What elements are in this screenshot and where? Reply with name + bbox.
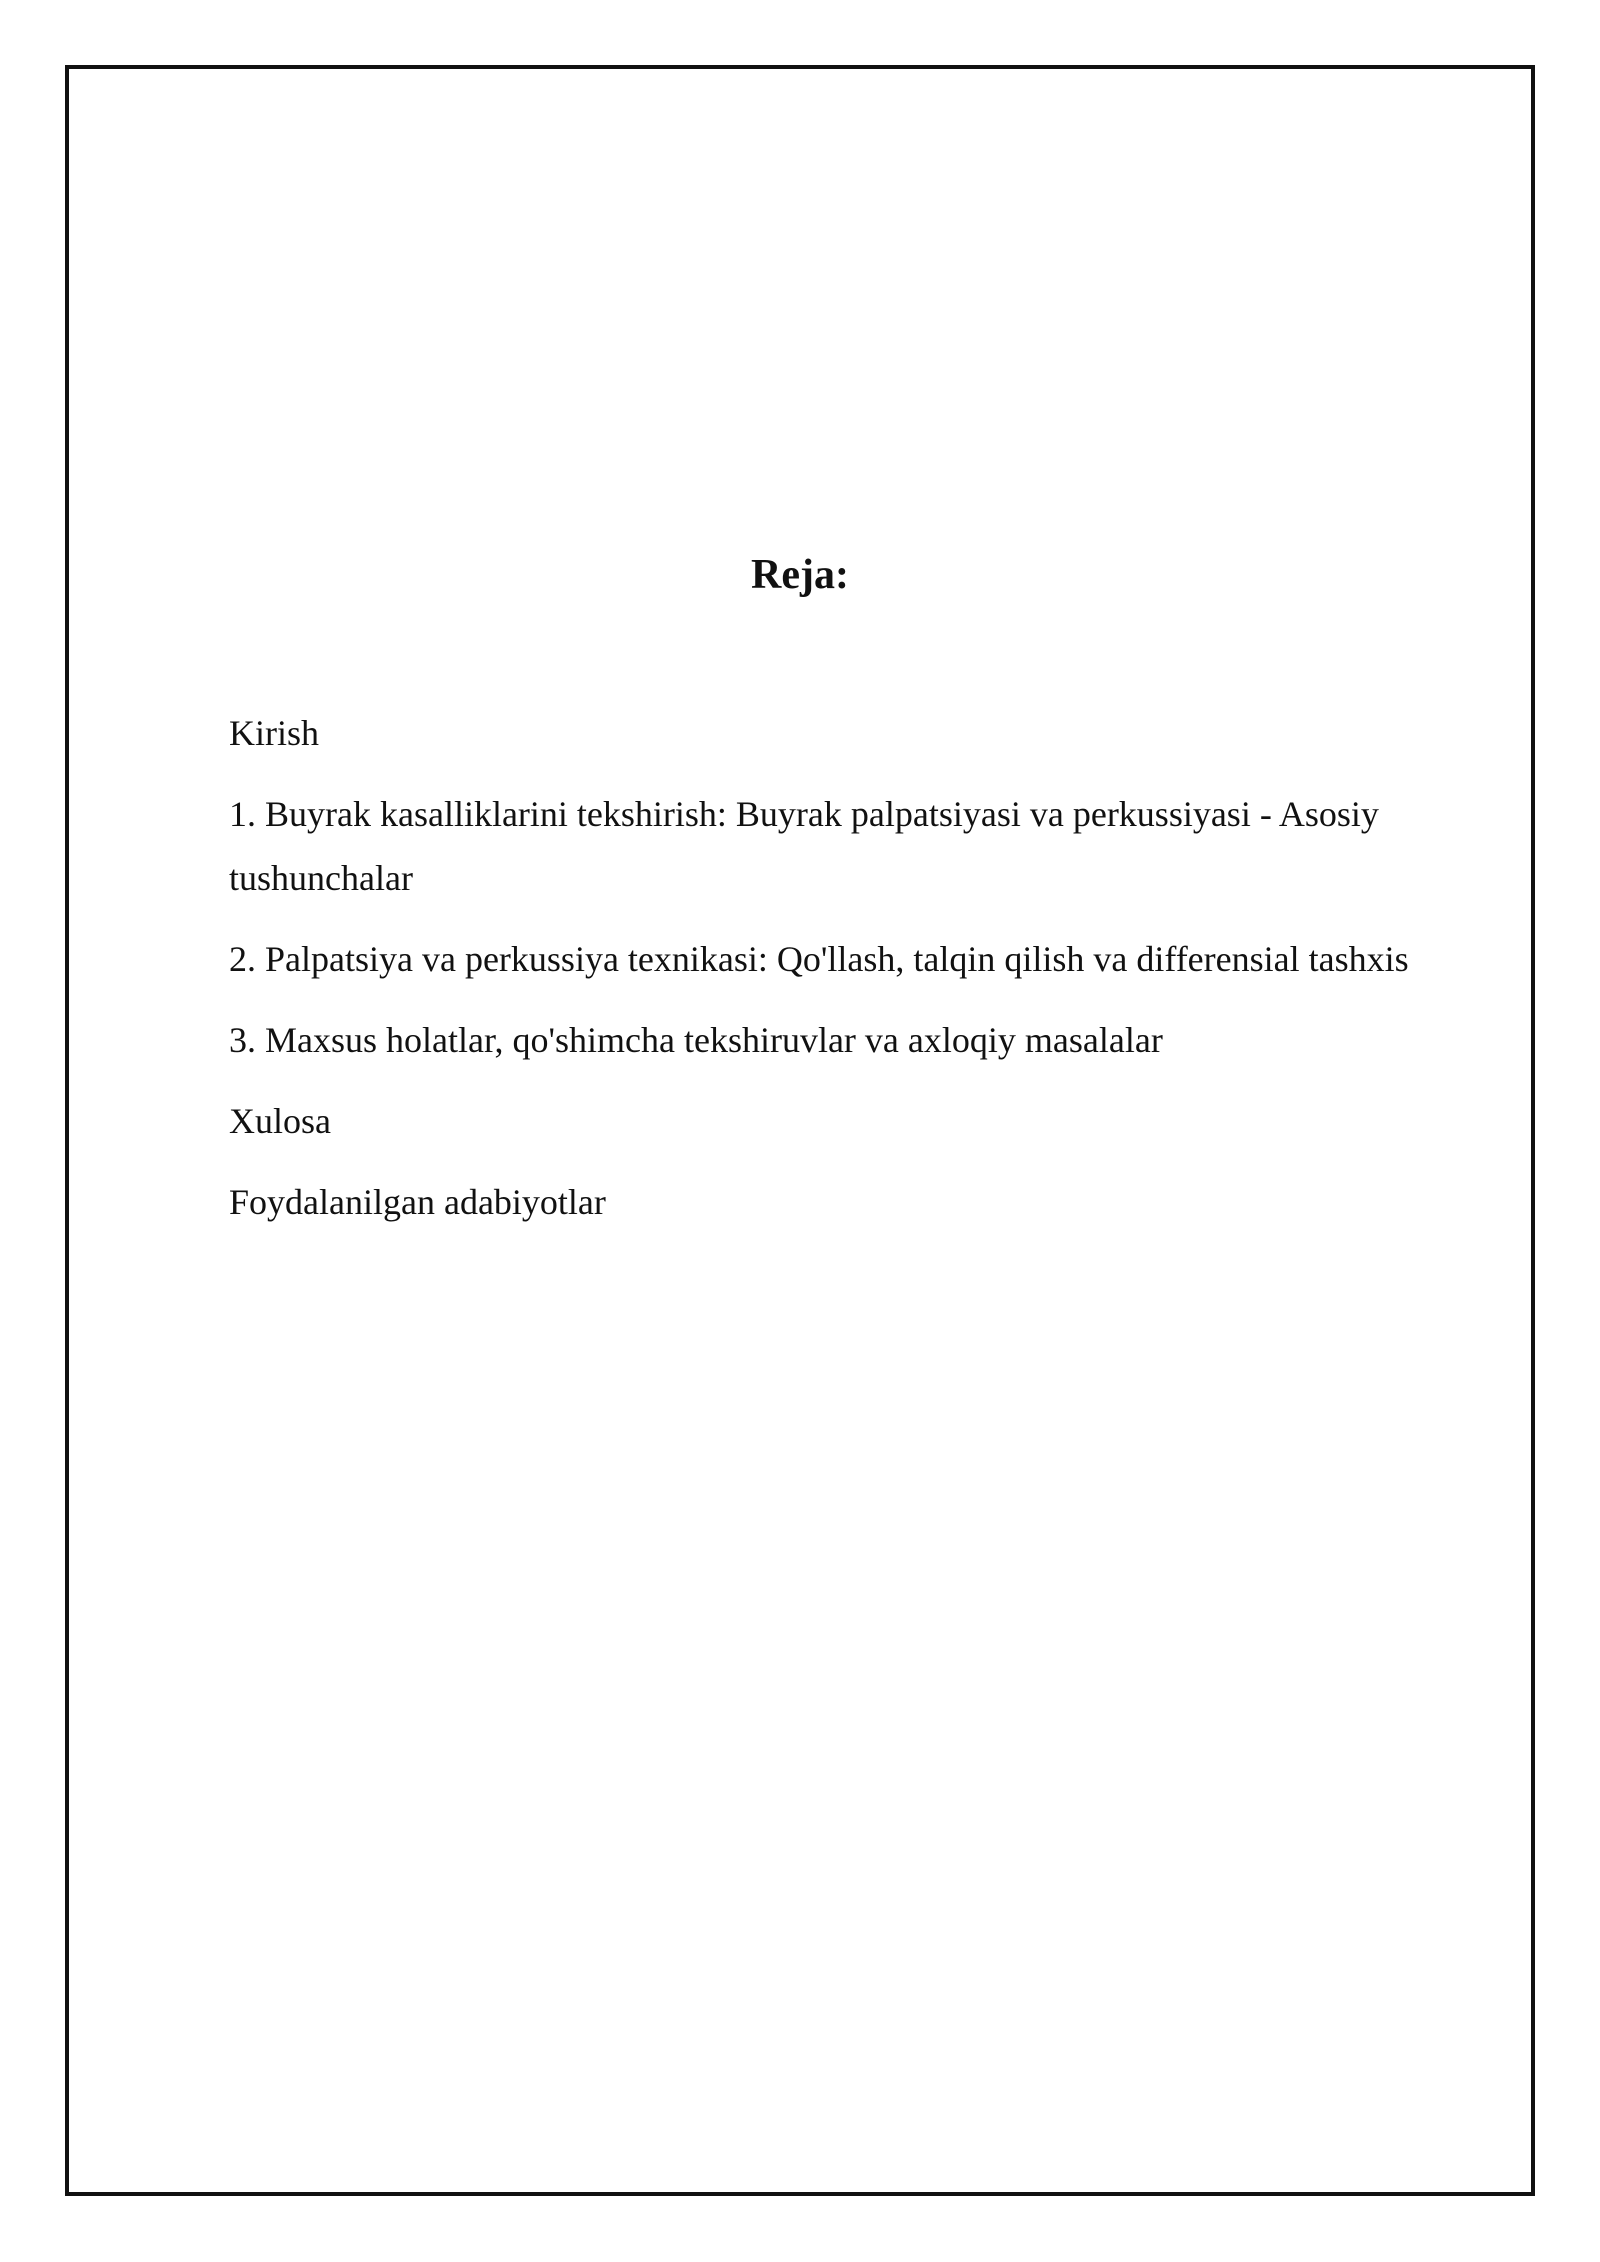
- plan-item-chapter-2: 2. Palpatsiya va perkussiya texnikasi: Qo'llash, talqin qilish va differensial tashxis: [229, 939, 1409, 979]
- plan-item-chapter-3: 3. Maxsus holatlar, qo'shimcha tekshiruvlar va axloqiy masalalar: [229, 1020, 1163, 1060]
- plan-item-chapter-1: 1. Buyrak kasalliklarini tekshirish: Buyrak palpatsiyasi va perkussiyasi - Asosiy tushunchalar: [229, 794, 1379, 898]
- page-title: Reja:: [751, 552, 849, 598]
- plan-item-conclusion: Xulosa: [229, 1101, 331, 1141]
- plan-list: [229, 701, 1479, 1251]
- plan-item-introduction: Kirish: [229, 713, 319, 753]
- plan-item-references: Foydalanilgan adabiyotlar: [229, 1182, 606, 1222]
